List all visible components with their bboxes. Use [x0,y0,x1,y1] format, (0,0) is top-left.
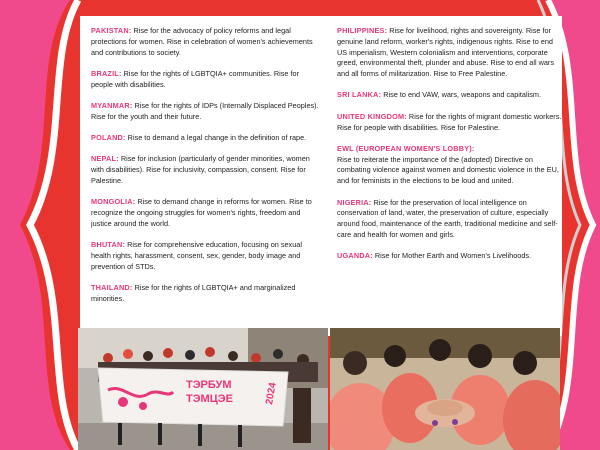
country-label: PAKISTAN: [91,26,132,35]
entry-text: Rise for comprehensive education, focusing on sexual health rights, harassment, consent, sex, gender, body image and prevention of STDs. [91,240,302,271]
entry-nigeria [337,198,562,241]
entry-united-kingdom [337,112,562,134]
entry-ewl [337,144,562,187]
country-label: SRI LANKA: [337,90,382,100]
entry-text: Rise to demand change in reforms for women. Rise to recognize the ongoing struggles for women's rights, freedom and justice around the world. [91,197,312,228]
entry-text: Rise for the rights of LGBTQIA+ communities. Rise for people with disabilities. [91,68,300,89]
entry-philippines [337,26,562,80]
right-column [337,26,562,273]
country-label: MONGOLIA: [91,197,136,207]
entry-text: Rise for the rights of IDPs (Internally Displaced Peoples). Rise for the youth and their future. [91,100,319,121]
country-label: PHILIPPINES: [337,26,388,35]
entry-text: Rise for the preservation of local intelligence on conservation of land, water, the preservation of culture, especially around food, maintenance of the earth, traditional medicine and self-care and health for women and girls. [337,197,558,239]
entry-poland [91,133,321,144]
banner-line2: ТЭМЦЭЕ [186,393,233,405]
left-column [91,26,321,315]
entry-text: Rise to reiterate the importance of the (adopted) Directive on combating violence against women and domestic violence in the EU, and for feminists in the elections to be loud and united. [337,154,559,186]
entry-uganda [337,251,562,262]
entry-nepal [91,154,321,186]
banner-line1: ТЭРБУМ [186,379,232,391]
entry-brazil [91,69,321,91]
country-label: EWL (EUROPEAN WOMEN'S LOBBY): [337,143,475,153]
entry-text: Rise for Mother Earth and Women's Livelihoods. [374,251,532,261]
march-photo [78,328,328,450]
entry-bhutan [91,240,321,272]
country-label: BHUTAN: [91,240,126,250]
entry-pakistan [91,26,321,58]
country-label: BRAZIL: [91,68,122,78]
country-label: NIGERIA: [337,197,372,207]
country-label: UGANDA: [337,251,373,261]
entry-sri-lanka [337,90,562,101]
entry-text: Rise for the rights of LGBTQIA+ and marginalized minorities. [91,283,296,303]
country-label: UNITED KINGDOM: [337,111,407,121]
country-label: MYANMAR: [91,100,133,110]
entry-text: Rise to end VAW, wars, weapons and capitalism. [383,90,541,100]
country-label: THAILAND: [91,283,133,293]
entry-mongolia [91,197,321,229]
banner-year: 2024 [264,381,279,406]
group-hands-photo [330,328,560,450]
entry-myanmar [91,101,321,123]
text-panel [80,16,562,336]
entry-text: Rise for inclusion (particularly of gender minorities, women with disabilities). Rise for inclusivity, compassion, consent. Rise for Palestine. [91,154,310,185]
entry-text: Rise for livelihood, rights and sovereignty. Rise for genuine land reform, worker's rights, indigenous rights. Rise to end US imperialism, Western colonialism and interventions, corporate greed, environmental theft, plunder and abuse. Rise to end all wars and all forms of militarization. Rise to Free Palestine. [337,26,555,79]
entry-thailand [91,283,321,305]
entry-text: Rise for the advocacy of policy reforms and legal protections for women. Rise in celebration of women's achievements and contributions to society. [91,26,313,57]
entry-text: Rise for the rights of migrant domestic workers. Rise for people with disabilities. Rise for Palestine. [337,111,562,132]
entry-text: Rise to demand a legal change in the definition of rape. [127,133,307,143]
country-label: POLAND: [91,133,126,143]
country-label: NEPAL: [91,154,119,164]
